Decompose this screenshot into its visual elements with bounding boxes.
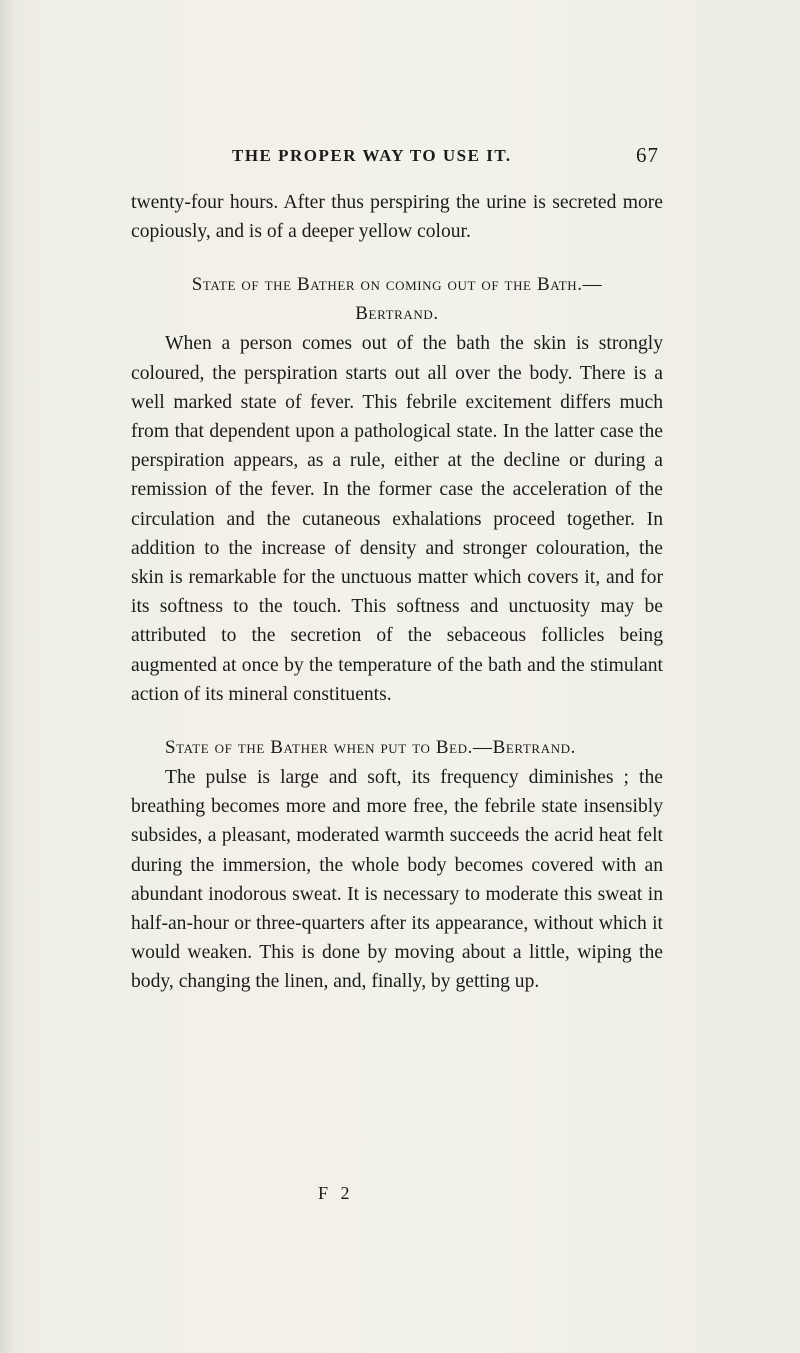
- paragraph-continuation: twenty-four hours. After thus perspiring the urine is secreted more copiously, and is of a deeper yellow colour.: [131, 192, 663, 243]
- paragraph-put-to-bed: The pulse is large and soft, its frequency diminishes ; the breathing becomes more and more free, the febrile state insensibly subsides, a pleasant, moderated warmth succeeds the acrid heat felt during the immersion, the whole body becomes covered with an abundant inodorous sweat. It is necessary to moderate this sweat in half-an-hour or three-quarters after its appearance, without which it would weaken. This is done by moving about a little, wiping the body, changing the linen, and, finally, by getting up.: [131, 767, 663, 993]
- section-heading-line-2: Bertrand.: [355, 303, 439, 325]
- section-heading-line-1: State of the Bather on coming out of the Bath.—: [191, 274, 603, 296]
- body-text: [131, 188, 663, 997]
- paragraph-leaving-bath: When a person comes out of the bath the skin is strongly coloured, the perspiration starts out all over the body. There is a well marked state of fever. This febrile excitement differs much from that dependent upon a pathological state. In the latter case the perspiration appears, as a rule, either at the decline or during a remission of the fever. In the former case the acceleration of the circulation and the cutaneous exhalations proceed together. In addition to the increase of density and stronger colouration, the skin is remarkable for the unctuous matter which covers it, and for its softness to the touch. This softness and unctuosity may be attributed to the secretion of the sebaceous follicles being augmented at once by the temperature of the bath and the stimulant action of its mineral constituents.: [131, 333, 663, 705]
- gutter-shadow: [0, 0, 14, 1353]
- section-heading-put-to-bed: State of the Bather when put to Bed.—Bertrand.: [165, 737, 577, 759]
- running-head: [0, 143, 800, 176]
- running-title: THE PROPER WAY TO USE IT.: [232, 146, 512, 165]
- section-heading-leaving-bath: [131, 270, 663, 328]
- signature-mark: F 2: [318, 1183, 354, 1203]
- page-number: 67: [636, 143, 659, 167]
